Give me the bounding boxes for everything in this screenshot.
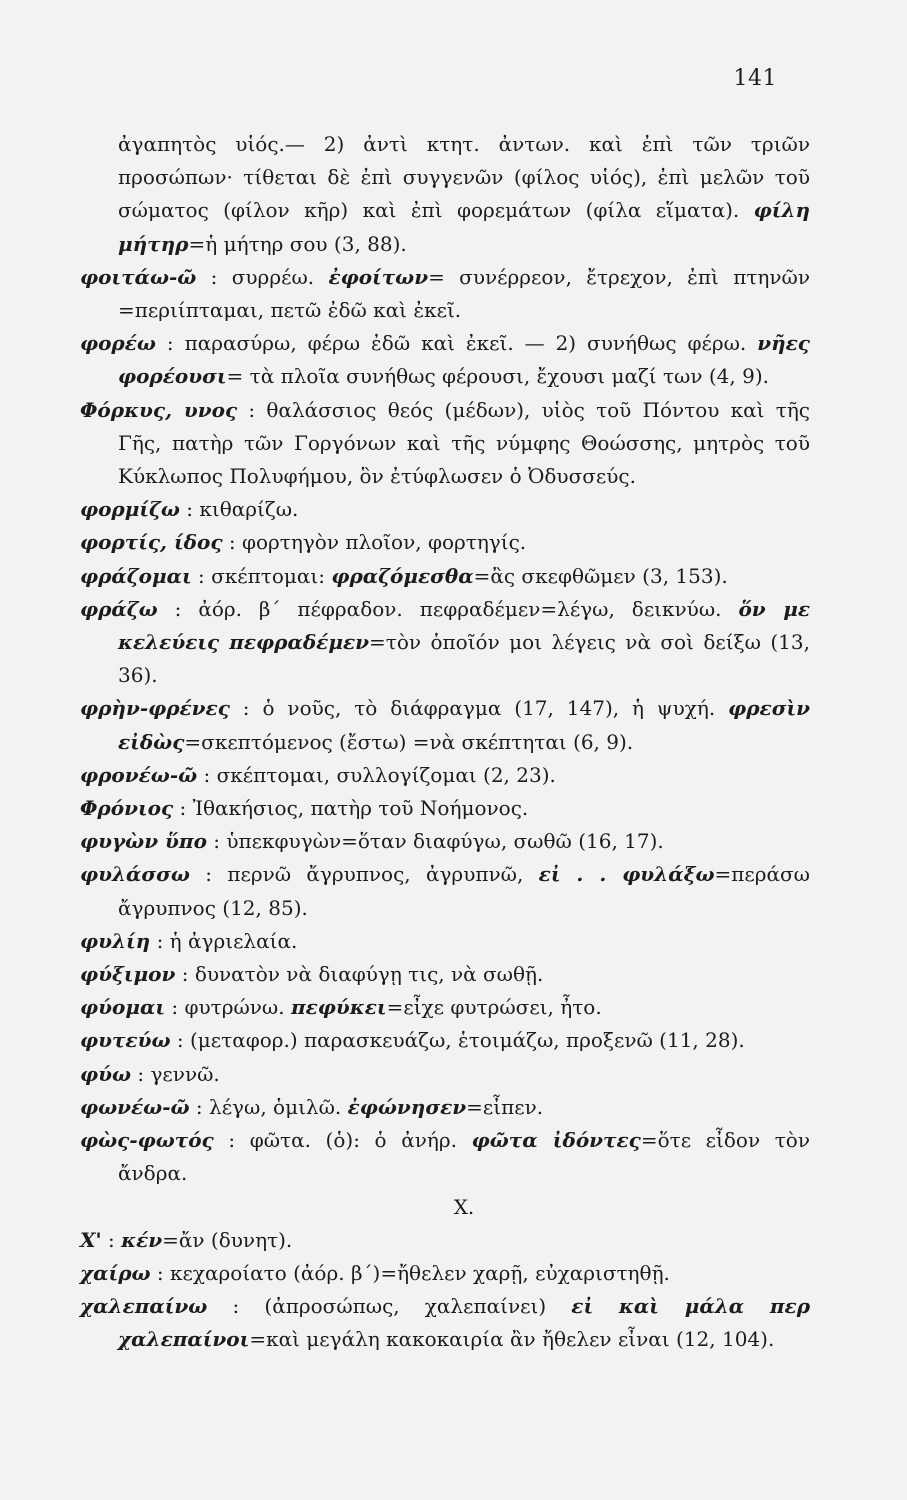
dictionary-entry: [80, 327, 810, 393]
dictionary-entry: [80, 991, 810, 1024]
dictionary-entry: [80, 1257, 810, 1290]
definition-text: =τὸν ὁποῖόν μοι λέγεις νὰ σοὶ δείξω (13, 36).: [118, 630, 810, 688]
definition-text: =εἶχε φυτρώσει, ἦτο.: [386, 995, 602, 1020]
headword-separator: :: [213, 1128, 250, 1153]
headword: φορτίς, ίδος: [80, 530, 223, 555]
definition-text: φορτηγὸν πλοῖον, φορτηγίς.: [241, 530, 527, 555]
definition-text: θαλάσσιος θεός (μέδων), υἱὸς τοῦ Πόντου καὶ τῆς Γῆς, πατὴρ τῶν Γοργόνων καὶ τῆς νύμφης Θοώσσης, μητρὸς τοῦ Κύκλωπος Πολυφήμου, ὃν ἐτύφλωσεν ὁ Ὀδυσσεύς.: [118, 397, 810, 489]
definition-text: =ἂς σκεφθῶμεν (3, 153).: [473, 563, 728, 588]
dictionary-entry: [80, 1091, 810, 1124]
dictionary-entry: [80, 1124, 810, 1190]
headword-separator: :: [196, 264, 232, 289]
dictionary-entry: [80, 825, 810, 858]
example-phrase: φῶτα ἰδόντες: [471, 1128, 641, 1153]
headword: Φρόνιος: [80, 796, 174, 821]
dictionary-entry: [80, 394, 810, 494]
headword-separator: :: [101, 1227, 122, 1252]
example-phrase: πεφύκει: [290, 995, 387, 1020]
headword: φύω: [80, 1061, 132, 1086]
definition-text: περνῶ ἄγρυπνος, ἀγρυπνῶ,: [227, 862, 539, 887]
headword: φράζω: [80, 596, 158, 621]
dictionary-entry: [80, 858, 810, 924]
definition-text: (ἀπροσώπως, χαλεπαίνει): [264, 1294, 572, 1319]
headword: φύξιμον: [80, 962, 176, 987]
headword-separator: :: [191, 563, 212, 588]
definition-text: ἡ ἀγριελαία.: [169, 928, 298, 953]
example-phrase: ὅν με κελεύεις πεφραδέμεν: [118, 596, 811, 655]
definition-text: συρρέω.: [231, 264, 329, 289]
headword: φυλάσσω: [80, 862, 190, 887]
headword: φορμίζω: [80, 497, 180, 522]
headword-separator: :: [131, 1061, 151, 1086]
definition-text: φῶτα. (ὁ): ὁ ἀνήρ.: [249, 1128, 472, 1153]
definition-text: φυτρώνω.: [184, 995, 291, 1020]
headword-separator: :: [157, 596, 199, 621]
headword-separator: :: [237, 397, 267, 422]
dictionary-content: [80, 128, 810, 1357]
example-phrase: φραζόμεσθα: [331, 563, 474, 588]
definition-text: ὑπεκφυγὼν=ὅταν διαφύγω, σωθῶ (16, 17).: [226, 829, 664, 854]
definition-text: =ἡ μήτηρ σου (3, 88).: [188, 231, 407, 256]
example-phrase: εἰ καὶ μάλα περ χαλεπαίνοι: [118, 1294, 811, 1352]
headword-separator: :: [150, 1260, 171, 1285]
dictionary-entry: [80, 593, 810, 693]
definition-text: ἀόρ. β΄ πέφραδον. πεφραδέμεν=λέγω, δεικνύω.: [198, 596, 739, 621]
entry-list-chi: [80, 1224, 810, 1357]
definition-text: = συνέρρεον, ἔτρεχον, ἐπὶ πτηνῶν =περιίπταμαι, πετῶ ἐδῶ καὶ ἐκεῖ.: [118, 264, 811, 323]
headword-separator: :: [207, 1294, 265, 1319]
page-number: 141: [733, 66, 777, 91]
dictionary-entry: [80, 1290, 810, 1356]
dictionary-entry: [80, 526, 810, 559]
definition-text: κεχαροίατο (ἀόρ. β΄)=ἤθελεν χαρῇ, εὐχαριστηθῇ.: [170, 1260, 670, 1285]
definition-text: =σκεπτόμενος (ἔστω) =νὰ σκέπτηται (6, 9).: [184, 729, 634, 754]
headword: χαλεπαίνω: [80, 1294, 208, 1319]
headword-separator: :: [165, 995, 185, 1020]
entry-list-phi: [80, 128, 810, 1191]
headword-separator: :: [175, 962, 195, 987]
definition-text: δυνατὸν νὰ διαφύγῃ τις, νὰ σωθῇ.: [194, 962, 544, 987]
section-heading: Χ.: [453, 1194, 475, 1219]
example-phrase: νῆες φορέουσι: [118, 331, 810, 389]
headword-separator: :: [229, 696, 263, 721]
dictionary-entry: [80, 1058, 810, 1091]
headword: φοιτάω-ῶ: [80, 264, 197, 289]
definition-text: =περάσω ἄγρυπνος (12, 85).: [118, 862, 810, 920]
dictionary-entry: [80, 128, 810, 261]
definition-text: =εἶπεν.: [466, 1094, 544, 1119]
headword: φὼς-φωτός: [80, 1128, 214, 1153]
example-phrase: φίλη μήτηρ: [118, 198, 810, 256]
example-phrase: φρεσὶν εἰδὼς: [118, 696, 810, 754]
headword: φρονέω-ῶ: [80, 762, 198, 787]
definition-text: Ἰθακήσιος, πατὴρ τοῦ Νοήμονος.: [192, 796, 529, 821]
dictionary-entry: [80, 493, 810, 526]
headword-separator: :: [155, 331, 185, 356]
dictionary-entry: [80, 759, 810, 792]
example-phrase: εἰ . . φυλάξω: [538, 862, 715, 887]
dictionary-entry: [80, 792, 810, 825]
dictionary-entry: [80, 261, 810, 327]
headword: φράζομαι: [80, 563, 192, 588]
definition-text: ἀγαπητὸς υἱός.— 2) ἀντὶ κτητ. ἀντων. καὶ ἐπὶ τῶν τριῶν προσώπων· τίθεται δὲ ἐπὶ συγγενῶν (φίλος υἱός), ἐπὶ μελῶν τοῦ σώματος (φίλον κῆρ) καὶ ἐπὶ φορεμάτων (φίλα εἵματα).: [118, 132, 810, 223]
headword: Χ': [80, 1227, 102, 1252]
dictionary-entry: [80, 925, 810, 958]
headword: φυγὼν ὕπο: [80, 829, 207, 854]
example-phrase: κέν: [121, 1227, 163, 1252]
definition-text: ὁ νοῦς, τὸ διάφραγμα (17, 147), ἡ ψυχή.: [262, 696, 729, 721]
definition-text: σκέπτομαι, συλλογίζομαι (2, 23).: [216, 762, 556, 787]
headword: φυτεύω: [80, 1028, 171, 1053]
example-phrase: ἐφοίτων: [328, 264, 429, 289]
example-phrase: ἐφώνησεν: [347, 1094, 467, 1119]
headword-separator: :: [222, 530, 242, 555]
dictionary-entry: [80, 1024, 810, 1057]
headword-separator: :: [179, 497, 200, 522]
headword: φρὴν-φρένες: [80, 696, 230, 721]
headword: φορέω: [80, 331, 156, 356]
definition-text: παρασύρω, φέρω ἐδῶ καὶ ἐκεῖ. — 2) συνήθως φέρω.: [184, 331, 758, 356]
headword: φωνέω-ῶ: [80, 1094, 190, 1119]
definition-text: = τὰ πλοῖα συνήθως φέρουσι, ἔχουσι μαζί των (4, 9).: [226, 364, 770, 389]
definition-text: (μεταφορ.) παρασκευάζω, ἑτοιμάζω, προξενῶ (11, 28).: [189, 1028, 745, 1053]
definition-text: γεννῶ.: [150, 1061, 220, 1086]
headword-separator: :: [206, 829, 227, 854]
definition-text: κιθαρίζω.: [199, 497, 299, 522]
headword-separator: :: [173, 796, 193, 821]
headword-separator: :: [170, 1028, 190, 1053]
headword: χαίρω: [80, 1260, 151, 1285]
headword: φύομαι: [80, 995, 166, 1020]
headword-separator: :: [189, 862, 228, 887]
headword-separator: :: [189, 1094, 210, 1119]
definition-text: λέγω, ὁμιλῶ.: [209, 1094, 348, 1119]
dictionary-entry: [80, 560, 810, 593]
definition-text: =ἄν (δυνητ).: [162, 1227, 293, 1252]
dictionary-entry: [80, 692, 810, 758]
definition-text: σκέπτομαι:: [211, 563, 332, 588]
headword-separator: :: [150, 928, 170, 953]
headword: Φόρκυς, υνος: [80, 397, 238, 422]
definition-text: =ὅτε εἶδον τὸν ἄνδρα.: [118, 1128, 810, 1186]
headword-separator: :: [197, 762, 217, 787]
dictionary-entry: [80, 1224, 810, 1257]
dictionary-entry: [80, 958, 810, 991]
definition-text: =καὶ μεγάλη κακοκαιρία ἂν ἤθελεν εἶναι (12, 104).: [249, 1327, 775, 1352]
headword: φυλίη: [80, 928, 151, 953]
